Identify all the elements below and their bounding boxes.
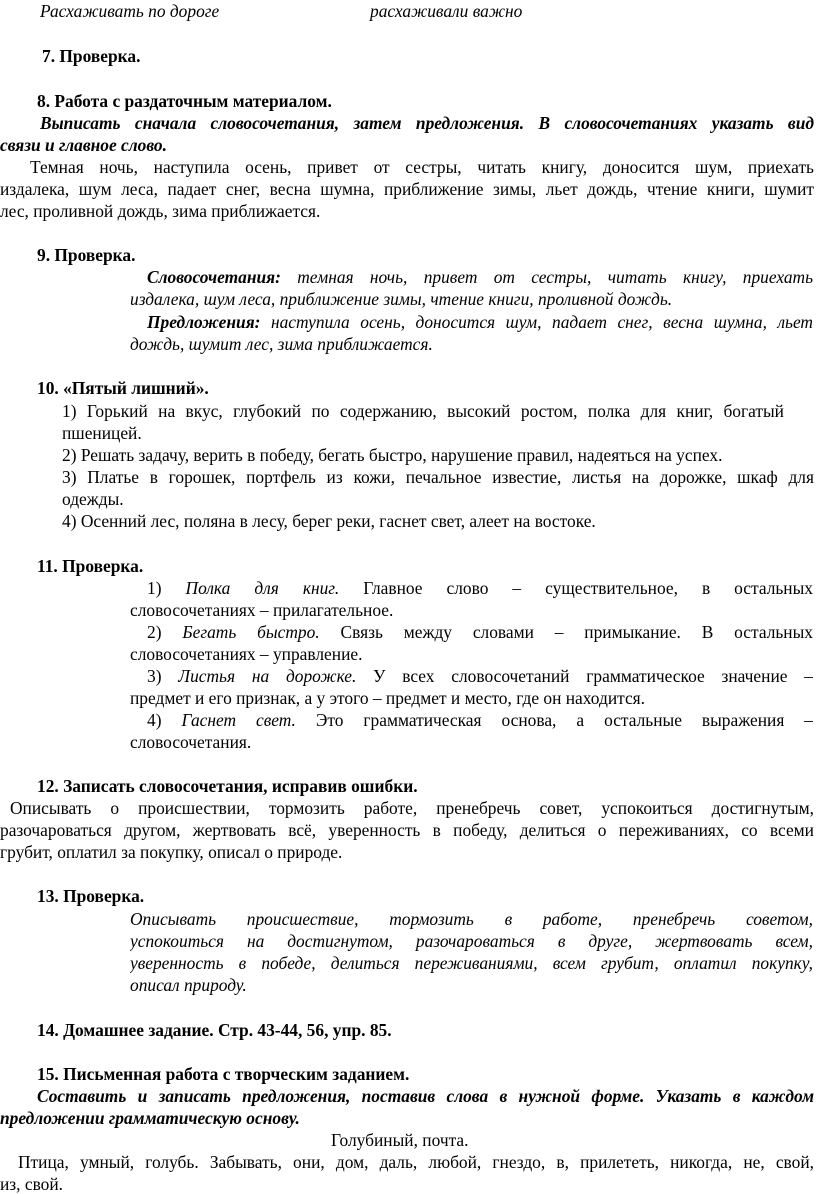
section-8-text-line-3: лес, проливной дождь, зима приближается.	[0, 201, 321, 221]
section-9-phrases-line-1: Словосочетания: темная ночь, привет от сестры, читать книгу, приехать	[147, 269, 813, 287]
section-11-answer-1-line-1: 1) Полка для книг. Главное слово – существительное, в остальных	[147, 580, 813, 598]
section-11-answer-3-line-2: предмет и его признак, а у этого – предмет и место, где он находится.	[130, 688, 646, 708]
section-9-phrases-line-2: издалека, шум леса, приближение зимы, чтение книги, проливной дождь.	[130, 289, 673, 309]
section-10-item-1-line-2: пшеницей.	[62, 423, 142, 443]
section-15-task-line-2: предложении грамматическую основу.	[0, 1108, 300, 1128]
section-12-line-3: грубит, оплатил за покупку, описал о природе.	[0, 842, 343, 862]
section-15-line-1: Птица, умный, голубь. Забывать, они, дом, даль, любой, гнездо, в, прилететь, никогда, не, свой,	[18, 1154, 814, 1172]
section-8-task-line-2: связи и главное слово.	[0, 135, 167, 155]
section-10-item-1-line-1: 1) Горький на вкус, глубокий по содержанию, высокий ростом, полка для книг, богатый	[62, 403, 784, 421]
section-15-line-2: из, свой.	[0, 1174, 64, 1194]
section-12-heading: 12. Записать словосочетания, исправив ошибки.	[37, 776, 418, 796]
section-12-line-2: разочароваться другом, жертвовать всё, уверенность в победу, делиться о переживаниях, со всеми	[0, 822, 814, 840]
section-13-heading: 13. Проверка.	[37, 886, 145, 906]
section-14-heading: 14. Домашнее задание. Стр. 43-44, 56, упр. 85.	[37, 1020, 392, 1040]
section-8-text-line-2: издалека, шум леса, падает снег, весна шумна, приближение зимы, льет дождь, чтение книги, шумит	[0, 181, 814, 199]
section-11-answer-1-line-2: словосочетаниях – прилагательное.	[130, 600, 394, 620]
section-13-line-4: описал природу.	[130, 975, 247, 995]
section-15-center-words: Голубиный, почта.	[331, 1130, 469, 1150]
top-phrase-right: расхаживали важно	[370, 1, 523, 21]
answer-1-word: Полка для книг.	[185, 580, 340, 598]
answer-4-word: Гаснет свет.	[181, 712, 296, 730]
section-7-heading: 7. Проверка.	[42, 46, 141, 66]
sentences-label: Предложения:	[147, 314, 261, 332]
section-11-answer-2-line-1: 2) Бегать быстро. Связь между словами – примыкание. В остальных	[147, 624, 813, 642]
section-9-sentences-line-1: Предложения: наступила осень, доносится шум, падает снег, весна шумна, льет	[147, 314, 813, 332]
section-11-answer-3-line-1: 3) Листья на дорожке. У всех словосочетаний грамматическое значение –	[147, 668, 813, 686]
section-13-line-3: уверенность в победе, делиться переживаниями, всем грубит, оплатил покупку,	[130, 955, 813, 973]
section-15-heading: 15. Письменная работа с творческим заданием.	[37, 1064, 410, 1084]
section-8-task-line-1: Выписать сначала словосочетания, затем предложения. В словосочетаниях указать вид	[40, 115, 814, 133]
section-10-item-2: 2) Решать задачу, верить в победу, бегать быстро, нарушение правил, надеяться на успех.	[62, 445, 723, 465]
section-9-sentences-line-2: дождь, шумит лес, зима приближается.	[130, 334, 433, 354]
section-8-heading: 8. Работа с раздаточным материалом.	[37, 91, 332, 111]
section-11-answer-4-line-2: словосочетания.	[130, 732, 252, 752]
section-8-text-line-1: Темная ночь, наступила осень, привет от сестры, читать книгу, доносится шум, приехать	[30, 159, 814, 177]
section-10-item-4: 4) Осенний лес, поляна в лесу, берег реки, гаснет свет, алеет на востоке.	[62, 511, 596, 531]
phrases-label: Словосочетания:	[147, 269, 281, 287]
answer-2-word: Бегать быстро.	[182, 624, 320, 642]
section-10-item-3-line-1: 3) Платье в горошек, портфель из кожи, печальное известие, листья на дорожке, шкаф для	[62, 469, 814, 487]
section-11-answer-4-line-1: 4) Гаснет свет. Это грамматическая основа, а остальные выражения –	[147, 712, 813, 730]
answer-3-word: Листья на дорожке.	[178, 668, 357, 686]
section-12-line-1: Описывать о происшествии, тормозить работе, пренебречь совет, успокоиться достигнутым,	[10, 800, 814, 818]
section-10-item-3-line-2: одежды.	[62, 489, 124, 509]
section-13-line-1: Описывать происшествие, тормозить в работе, пренебречь советом,	[130, 911, 813, 929]
section-9-heading: 9. Проверка.	[37, 245, 136, 265]
section-11-heading: 11. Проверка.	[37, 556, 144, 576]
section-13-line-2: успокоиться на достигнутом, разочароваться в друге, жертвовать всем,	[130, 933, 813, 951]
section-11-answer-2-line-2: словосочетаниях – управление.	[130, 644, 363, 664]
top-phrase-left: Расхаживать по дороге	[40, 1, 220, 21]
section-10-heading: 10. «Пятый лишний».	[37, 378, 209, 398]
section-15-task-line-1: Составить и записать предложения, поставив слова в нужной форме. Указать в каждом	[37, 1088, 814, 1106]
